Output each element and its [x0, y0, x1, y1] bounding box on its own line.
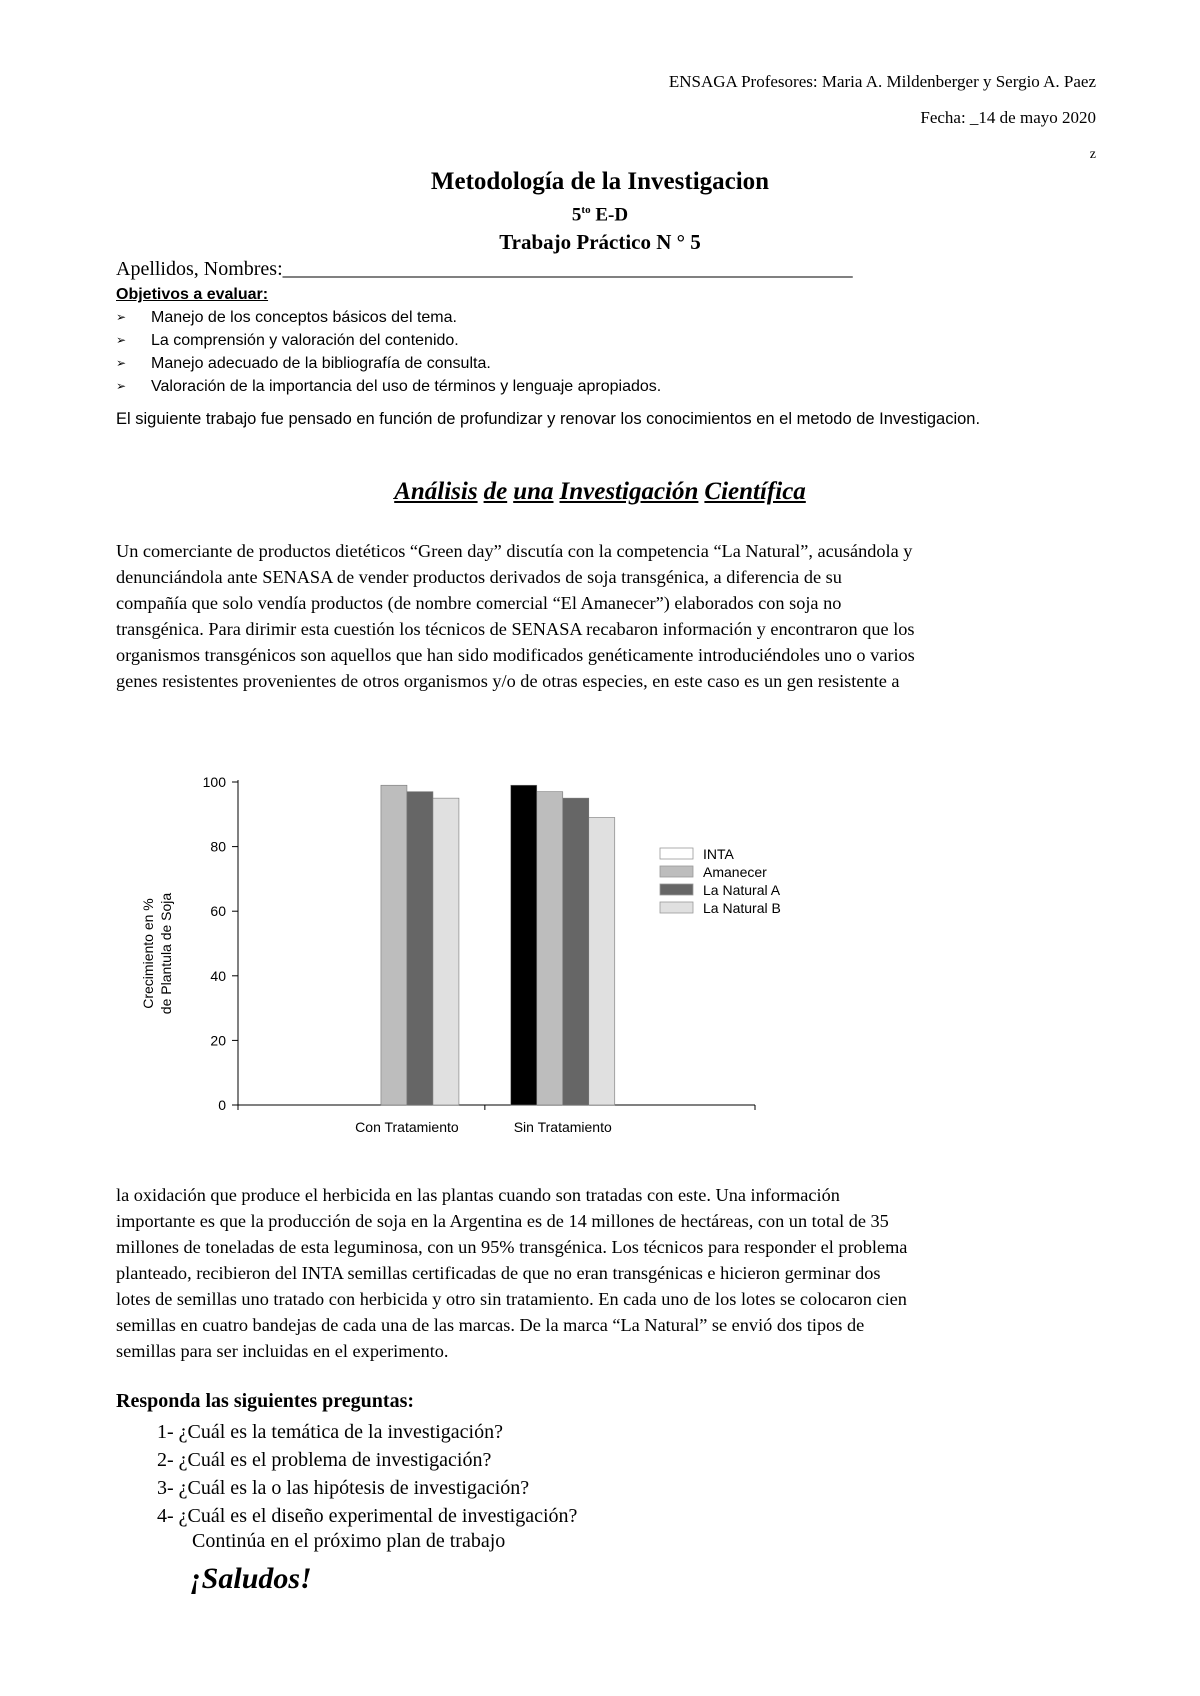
text-line: organismos transgénicos son aquellos que han sido modificados genéticamente introduciéndoles uno o varios	[116, 645, 915, 665]
list-item: ➢ Manejo de los conceptos básicos del tema.	[116, 306, 661, 329]
bar	[407, 792, 433, 1105]
objectives-list	[116, 306, 661, 398]
bar	[563, 798, 589, 1105]
paragraph-2	[116, 1182, 1101, 1364]
bar-chart	[135, 760, 815, 1150]
text-line: millones de toneladas de esta leguminosa, con un 95% transgénica. Los técnicos para responder el problema	[116, 1237, 908, 1257]
continue-note: Continúa en el próximo plan de trabajo	[192, 1530, 506, 1552]
question-item: 3- ¿Cuál es la o las hipótesis de investigación?	[157, 1477, 530, 1499]
question-item: 4- ¿Cuál es el diseño experimental de investigación?	[157, 1505, 578, 1527]
bar	[589, 818, 615, 1105]
practice-title: Trabajo Práctico N ° 5	[499, 230, 701, 254]
text-line: semillas para ser incluidas en el experimento.	[116, 1341, 449, 1361]
legend-swatch	[660, 866, 693, 877]
arrow-bullet-icon: ➢	[116, 310, 127, 324]
list-item: ➢ Manejo adecuado de la bibliografía de consulta.	[116, 352, 661, 375]
questions-title: Responda las siguientes preguntas:	[116, 1390, 415, 1412]
header-school: ENSAGA Profesores: Maria A. Mildenberger y Sergio A. Paez	[668, 72, 1096, 91]
grade-label: $5^{to}$ E-D	[571, 204, 629, 226]
legend-label: La Natural A	[703, 882, 781, 898]
bar	[433, 798, 459, 1105]
bar	[511, 785, 537, 1105]
names-line: Apellidos, Nombres:_________________________________________________________	[116, 258, 853, 280]
paragraph-1	[116, 538, 1101, 694]
y-tick-label: 60	[210, 903, 226, 920]
list-item: ➢ Valoración de la importancia del uso de términos y lenguaje apropiados.	[116, 375, 661, 398]
question-item: 1- ¿Cuál es la temática de la investigación?	[157, 1421, 503, 1443]
arrow-bullet-icon: ➢	[116, 379, 127, 393]
course-title: Metodología de la Investigacion	[430, 168, 770, 195]
intro-text: El siguiente trabajo fue pensado en función de profundizar y renovar los conocimientos en el metodo de Investigacion.	[116, 410, 981, 428]
text-line: semillas en cuatro bandejas de cada una de las marcas. De la marca “La Natural” se envió dos tipos de	[116, 1315, 865, 1335]
bar	[537, 792, 563, 1105]
x-tick-label: Sin Tratamiento	[513, 1119, 612, 1135]
legend-swatch	[660, 848, 693, 859]
text-line: planteado, recibieron del INTA semillas certificadas de que no eran transgénicas e hicieron germinar dos	[116, 1263, 881, 1283]
arrow-bullet-icon: ➢	[116, 333, 127, 347]
y-tick-label: 100	[202, 774, 226, 790]
text-line: la oxidación que produce el herbicida en las plantas cuando son tratadas con este. Una información	[116, 1185, 840, 1205]
y-axis-label: de Plantula de Soja	[158, 892, 174, 1015]
x-tick-label: Con Tratamiento	[355, 1119, 459, 1135]
legend-swatch	[660, 884, 693, 895]
header-date: Fecha: _14 de mayo 2020	[920, 108, 1096, 127]
text-line: denunciándola ante SENASA de vender productos derivados de soja transgénica, a diferencia de su	[116, 567, 842, 587]
farewell: ¡Saludos!	[190, 1562, 312, 1595]
text-line: genes resistentes provenientes de otros organismos y/o de otras especies, en este caso es un gen resistente a	[116, 671, 900, 691]
text-line: importante es que la producción de soja en la Argentina es de 14 millones de hectáreas, con un total de 35	[116, 1211, 889, 1231]
legend-swatch	[660, 902, 693, 913]
text-line: lotes de semillas uno tratado con herbicida y otro sin tratamiento. En cada uno de los lotes se colocaron cien	[116, 1289, 907, 1309]
legend-label: La Natural B	[703, 900, 781, 916]
legend-label: Amanecer	[703, 864, 767, 880]
questions-list	[157, 1418, 577, 1530]
y-tick-label: 40	[210, 967, 226, 984]
y-axis-label: Crecimiento en %	[140, 898, 156, 1009]
legend-label: INTA	[703, 846, 734, 862]
header-mark: z	[1089, 147, 1096, 162]
bar	[381, 785, 407, 1105]
y-tick-label: 80	[210, 838, 226, 855]
y-tick-label: 0	[218, 1097, 226, 1113]
question-item: 2- ¿Cuál es el problema de investigación?	[157, 1449, 492, 1471]
text-line: compañía que solo vendía productos (de nombre comercial “El Amanecer”) elaborados con soja no	[116, 593, 842, 613]
arrow-bullet-icon: ➢	[116, 356, 127, 370]
text-line: transgénica. Para dirimir esta cuestión los técnicos de SENASA recabaron información y encontraron que los	[116, 619, 915, 639]
section-title: Análisis de una Investigación Científica	[394, 478, 806, 505]
objectives-title: Objetivos a evaluar:	[116, 286, 269, 303]
list-item: ➢ La comprensión y valoración del contenido.	[116, 329, 661, 352]
text-line: Un comerciante de productos dietéticos “Green day” discutía con la competencia “La Natural”, acusándola y	[116, 541, 913, 561]
y-tick-label: 20	[210, 1032, 226, 1049]
